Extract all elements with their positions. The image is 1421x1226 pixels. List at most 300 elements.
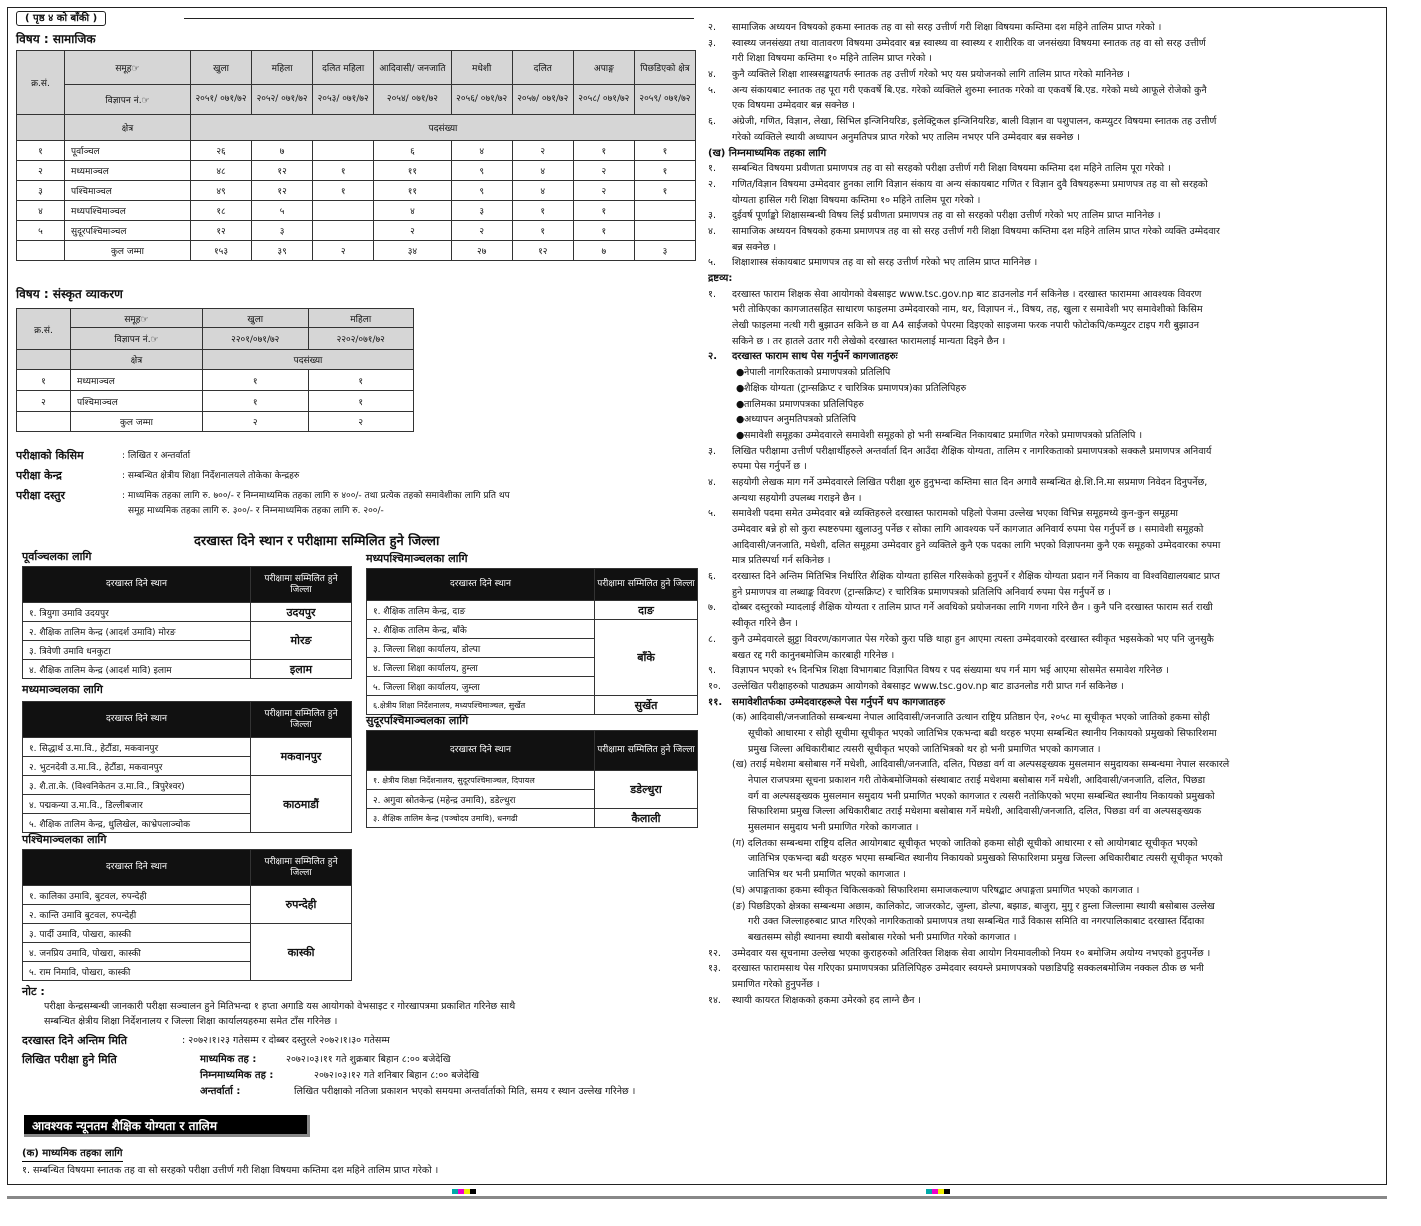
- item-number: ५.: [708, 257, 716, 269]
- blank-cell: [17, 412, 71, 432]
- note-line-1: परीक्षा केन्द्रसम्बन्धी जानकारी परीक्षा सञ्चालन हुने मितिभन्दा १ हप्ता अगाडि यस आयोगको वेभसाइट र गोरखापत्रमा प्रकाशित गरिनेछ साथै: [44, 1001, 516, 1012]
- bullet-item: [708, 397, 1384, 413]
- line-text: गरी शिक्षा विषयमा कम्तिमा १० महिने तालिम प्राप्त गरेको ।: [732, 53, 932, 65]
- line-text: अंग्रेजी, गणित, विज्ञान, लेखा, सिभिल इन्जिनियरिङ, इलेक्ट्रिकल इन्जिनियरिङ, बाली विज्ञान वा पशुपालन, कम्प्युटर विषयमा स्नातक तह उत्तीर्ण: [732, 116, 1217, 128]
- paragraph-line: [708, 36, 1384, 52]
- place-row: ३. शैक्षिक तालिम केन्द्र (पञ्चोदय उमावि), धनगढी: [367, 809, 595, 828]
- line-text: जातिभित्र थर भनी प्रमाणित भएको कागजात ।: [748, 869, 906, 881]
- total-cell: २: [203, 412, 309, 432]
- paragraph-line: [708, 553, 1384, 569]
- paragraph-line: [708, 632, 1384, 648]
- adv-cell: २०५२/ ०७१/७२: [252, 85, 313, 115]
- paragraph-line: [708, 585, 1384, 601]
- item-number: २.: [708, 351, 717, 363]
- line-text: सूचीको आधारमा र सोही सूचीमा सूचीकृत भएको जातिभित्र एकभन्दा बढी थरहरु भएमा सम्बन्धित स्थानीय निकायको प्रमुखको सिफारिशमा: [748, 727, 1217, 739]
- item-number: ६.: [708, 116, 716, 128]
- district-cell: बाँके: [595, 620, 698, 696]
- paragraph-line: [708, 193, 1384, 209]
- value-cell: १: [308, 391, 414, 412]
- madhyapashchim-places-table: [366, 568, 698, 715]
- item-number: १३.: [708, 963, 721, 975]
- group-header: समूह☞: [65, 51, 191, 85]
- lower-secondary-date: २०७२।०३।१२ गते शनिबार बिहान ८:०० बजेदेखि: [314, 1070, 479, 1081]
- line-text: अन्य संकायबाट स्नातक तह पूरा गरी एकवर्षे बि.एड. गरेको व्यक्तिले शुरुमा स्नातक गरेको वा एकवर्षे बि.एड. गरेको मध्ये आफूले रोजेको कुनै: [732, 84, 1207, 96]
- place-row: २. शैक्षिक तालिम केन्द्र, बाँके: [367, 620, 595, 639]
- line-text: बखतसम्म सोही स्थानमा स्थायी बसोबास गरेको भनी प्रमाणित गरेको कागजात ।: [748, 931, 1017, 943]
- group-cell: दलित: [512, 51, 573, 85]
- total-row: [17, 241, 696, 261]
- social-posts-table: [16, 50, 696, 261]
- group-cell: आदिवासी/ जनजाति: [374, 51, 451, 85]
- table-row: [17, 161, 696, 181]
- bullet-icon: ●: [736, 414, 745, 426]
- item-number: ११.: [708, 696, 723, 708]
- item-number: १०.: [708, 680, 721, 692]
- district-cell: उदयपुर: [251, 603, 352, 622]
- line-text: नेपाल राजपत्रमा सूचना प्रकाशन गरी तोकेबमोजिमको संस्थाबाट तराई मधेशमा बसोबास गर्ने मधेशी, आदिवासी/जनजाति, दलित, पिछडा: [748, 775, 1206, 786]
- line-text: गणित/विज्ञान विषयमा उम्मेदवार हुनका लागि विज्ञान संकाय वा अन्य संकायबाट गणित र विज्ञान दुवै विषयहरूमा प्रमाणपत्र तह वा सो सरहको: [732, 178, 1208, 190]
- line-text: दुईवर्ष पूर्णाङ्को शिक्षासम्बन्धी विषय लिई प्रवीणता प्रमाणपत्र तह वा सो सरहको परीक्षा उत्तीर्ण गरेको भए तालिम प्राप्त मानिनेछ ।: [732, 210, 1161, 222]
- district-cell: काठमाडौं: [251, 776, 352, 833]
- region-cell: पूर्वाञ्चल: [65, 141, 191, 161]
- value-cell: २: [573, 161, 634, 181]
- total-cell: २: [313, 241, 374, 261]
- paragraph-line: [708, 240, 1384, 256]
- total-cell: २७: [451, 241, 512, 261]
- value-cell: [634, 221, 695, 241]
- value-cell: १: [512, 201, 573, 221]
- line-text: तालिमका प्रमाणपत्रका प्रतिलिपिहरु: [744, 398, 864, 410]
- bullet-item: [708, 428, 1384, 444]
- bullet-item: [708, 381, 1384, 397]
- line-text: समावेशी समूहका उम्मेदवारले समावेशी समूहको हो भनी सम्बन्धित निकायबाट प्रमाणित गरेको प्रमाणपत्रको प्रतिलिपि ।: [744, 429, 1143, 441]
- place-row: ३. शै.ता.के. (विश्वनिकेतन उ.मा.वि., त्रिपुरेश्वर): [23, 776, 251, 795]
- paragraph-line: [708, 993, 1384, 1009]
- line-text: उम्मेदवार यस सूचनामा उल्लेख भएका कुराहरुको अतिरिक्त शिक्षक सेवा आयोग नियमावलीको नियम १० बमोजिम अयोग्य नभएको हुनुपर्नेछ ।: [732, 947, 1211, 959]
- region-title-pashchim: पश्चिमाञ्चलका लागि: [22, 833, 107, 846]
- line-text: सहयोगी लेखक माग गर्ने उम्मेदवारले लिखित परीक्षा शुरु हुनुभन्दा कम्तिमा सात दिन अगावै सम्बन्धित क्षे.शि.नि.मा सप्रमाण निवेदन दिनुपर्नेछ,: [732, 476, 1208, 488]
- paragraph-line: [708, 773, 1384, 789]
- sn-cell: २: [17, 161, 65, 181]
- value-cell: ११: [374, 181, 451, 201]
- value-cell: ७: [252, 141, 313, 161]
- item-number: २.: [708, 22, 716, 33]
- total-cell: ३९: [252, 241, 313, 261]
- district-cell: रुपन्देही: [251, 886, 352, 924]
- value-cell: १: [203, 391, 309, 412]
- table-row: [17, 181, 696, 201]
- note-label: नोट :: [22, 985, 45, 998]
- interview-label: अन्तर्वार्ता :: [200, 1086, 241, 1097]
- blank-cell: [17, 241, 65, 261]
- bullet-item: [708, 412, 1384, 428]
- line-text: सकिने छ । तर हातले उतार गरी लेखेको दरखास्त फारामलाई मान्यता दिइने छैन ।: [732, 335, 1006, 347]
- value-cell: १: [634, 181, 695, 201]
- line-text: एक विषयमा उम्मेदवार बन्न सक्नेछ ।: [732, 100, 855, 112]
- place-row: १. सिद्धार्थ उ.मा.वि., हेटौंडा, मकवानपुर: [23, 738, 251, 757]
- last-date-label: दरखास्त दिने अन्तिम मिति: [22, 1034, 128, 1047]
- sn-cell: ३: [17, 181, 65, 201]
- exam-fee-value-2: समूह माध्यमिक तहका लागि रु. ३००/- र निम्नमाध्यमिक तहका लागि रु. २००/-: [128, 506, 384, 516]
- region-title-sudur: सुदूरपश्चिमाञ्चलका लागि: [366, 714, 469, 727]
- sn-header: क्र.सं.: [17, 309, 71, 350]
- region-header: क्षेत्र: [65, 115, 191, 141]
- value-cell: ३: [252, 221, 313, 241]
- total-cell: २: [308, 412, 414, 432]
- qualification-heading: आवश्यक न्यूनतम शैक्षिक योग्यता र तालिम: [24, 1115, 310, 1137]
- line-text: (घ) अपाङ्गताका हकमा स्वीकृत चिकित्सकको सिफारिशमा समाजकल्याण परिषद्बाट अपाङ्गता प्रमाणित भएको कागजात ।: [732, 884, 1140, 896]
- line-text: सिफारिशमा प्रमुख जिल्ला अधिकारीबाट तराई मधेशमा बसोबास गर्ने मधेशी, आदिवासी/जनजाति, दलित, पिछडा वर्ग वा अल्पसङ्ख्यक: [748, 806, 1202, 818]
- line-text: उम्मेदवार बन्ने हो सो कुरा स्पष्टरुपमा खुलाउनु पर्नेछ र सोका लागि आवश्यक पर्ने कागजात अनिवार्य रुपमा पेस गर्नुपर्ने छ । समावेशी समूहको: [732, 524, 1204, 535]
- line-text: दरखास्त फाराम शिक्षक सेवा आयोगको वेबसाइट www.tsc.gov.np बाट डाउनलोड गर्न सकिनेछ । दरखास्त फाराममा आवश्यक विवरण: [732, 288, 1202, 300]
- table-row: [17, 201, 696, 221]
- line-text: दोब्बर दस्तुरको म्यादलाई शैक्षिक योग्यता र तालिम प्राप्त गर्ने अवधिको प्रयोजनका लागि गणना गरिने छैन । कुनै पनि दरखास्त फाराम सर्त राखी: [732, 602, 1213, 614]
- section-heading: [708, 695, 1384, 711]
- col-place: दरखास्त दिने स्थान: [23, 567, 251, 603]
- sn-header: क्र.सं.: [17, 51, 65, 115]
- posts-header: पदसंख्या: [203, 350, 414, 370]
- district-cell: मकवानपुर: [251, 738, 352, 776]
- line-text: लेखी फाइलमा नत्थी गरी बुझाउन सकिने छ वा A4 साईजको पेपरमा दिइएको साइजमा फरक नपारी फोटोकपि/कम्प्युटर टाइप गरी बुझाउन: [732, 320, 1200, 332]
- item-number: ३.: [708, 445, 716, 457]
- line-text: (ङ) पिछडिएको क्षेत्रका सम्बन्धमा अछाम, कालिकोट, जाजरकोट, जुम्ला, डोल्पा, बझाङ, बाजुरा, मुगु र हुम्ला जिल्लामा स्थायी बसोबास उल्लेख: [732, 900, 1215, 912]
- place-row: १. त्रियुगा उमावि उदयपुर: [23, 603, 251, 622]
- paragraph-line: [708, 287, 1384, 303]
- bullet-icon: ●: [736, 367, 745, 379]
- col-place: दरखास्त दिने स्थान: [367, 569, 595, 601]
- place-row: ४. पद्मकन्या उ.मा.वि., डिल्लीबजार: [23, 795, 251, 814]
- district-cell: कैलाली: [595, 809, 698, 828]
- paragraph-line: [708, 491, 1384, 507]
- line-text: समावेशीतर्फका उम्मेदवारहरूले पेस गर्नुपर्ने थप कागजातहरु: [732, 696, 946, 708]
- value-cell: २: [374, 221, 451, 241]
- line-text: द्रष्टव्य:: [708, 273, 733, 284]
- line-text: अन्यथा सहयोगी उपलब्ध गराइने छैन ।: [732, 492, 862, 504]
- place-row: २. कान्ति उमावि बुटवल, रुपन्देही: [23, 905, 251, 924]
- region-cell: मध्यमाञ्चल: [65, 161, 191, 181]
- page-continuation-tag: ( पृष्ठ ४ को बाँकी ): [16, 11, 106, 26]
- group-cell: पिछडिएको क्षेत्र: [634, 51, 695, 85]
- paragraph-line: [708, 867, 1384, 883]
- paragraph-line: [708, 83, 1384, 99]
- adv-cell: २०५९/ ०७१/७२: [634, 85, 695, 115]
- total-cell: ३: [634, 241, 695, 261]
- district-cell: कास्की: [251, 924, 352, 981]
- region-title-madhya: मध्यमाञ्चलका लागि: [22, 683, 103, 696]
- adv-header: विज्ञापन नं.☞: [71, 328, 203, 350]
- value-cell: १८: [191, 201, 252, 221]
- paragraph-line: [708, 757, 1384, 773]
- district-cell: दाङ: [595, 601, 698, 620]
- paragraph-line: [708, 726, 1384, 742]
- value-cell: १: [573, 221, 634, 241]
- sn-cell: १: [17, 141, 65, 161]
- line-text: दरखास्त फाराम साथ पेस गर्नुपर्ने कागजातहरुः: [732, 351, 898, 363]
- section-heading: [708, 146, 1384, 162]
- place-row: २. अगुवा स्रोतकेन्द्र (महेन्द्र उमावि), डडेल्धुरा: [367, 790, 595, 809]
- line-text: शिक्षाशास्त्र संकायबाट प्रमाणपत्र तह वा सो सरह उत्तीर्ण गरेको भए तालिम प्राप्त मानिनेछ ।: [732, 257, 1038, 269]
- paragraph-line: [708, 161, 1384, 177]
- value-cell: [313, 201, 374, 221]
- line-text: सम्बन्धित विषयमा प्रवीणता प्रमाणपत्र तह वा सो सरहको परीक्षा उत्तीर्ण गरी शिक्षा विषयमा कम्तिमा दश महिने तालिम पूरा गरेको ।: [732, 163, 1171, 175]
- item-number: ८.: [708, 633, 716, 645]
- value-cell: १२: [252, 181, 313, 201]
- places-heading: दरखास्त दिने स्थान र परीक्षामा सम्मिलित हुने जिल्ला: [194, 534, 440, 549]
- paragraph-line: [708, 946, 1384, 962]
- sn-cell: ४: [17, 201, 65, 221]
- line-text: मुसलमान समुदाय भनी प्रमाणित गरेको कागजात ।: [748, 822, 919, 834]
- line-text: सामाजिक अध्ययन विषयको हकमा स्नातक तह वा सो सरह उत्तीर्ण गरी शिक्षा विषयमा कम्तिमा दश महिने तालिम प्राप्त गरेको ।: [732, 22, 1162, 33]
- line-text: कुनै व्यक्तिले शिक्षा शास्त्रसङ्कायतर्फ स्नातक तह उत्तीर्ण गरेको भए यस प्रयोजनको लागि तालिम प्राप्त गरेको मानिनेछ ।: [732, 69, 1130, 81]
- paragraph-line: [708, 538, 1384, 554]
- item-number: ३.: [708, 37, 716, 49]
- place-row: २. शैक्षिक तालिम केन्द्र (आदर्श उमावि) मोरङ: [23, 622, 251, 641]
- adv-cell: २०५१/ ०७१/७२: [191, 85, 252, 115]
- paragraph-line: [708, 804, 1384, 820]
- value-cell: १: [573, 141, 634, 161]
- line-text: दरखास्त दिने अन्तिम मितिभित्र निर्धारित शैक्षिक योग्यता हासिल गरिसकेको हुनुपर्ने र शैक्षिक योग्यता प्रदान गर्ने निकाय वा विश्वविद्यालयबाट प्राप्त: [732, 571, 1220, 583]
- paragraph-line: [708, 522, 1384, 538]
- paragraph-line: [708, 742, 1384, 758]
- paragraph-line: [708, 67, 1384, 83]
- region-cell: सुदूरपश्चिमाञ्चल: [65, 221, 191, 241]
- sanskrit-posts-table: [16, 308, 414, 432]
- line-text: उल्लेखित परीक्षाहरुको पाठ्यक्रम आयोगको वेबसाइट www.tsc.gov.np बाट डाउनलोड गरी प्राप्त गर्न सकिनेछ ।: [732, 680, 1124, 692]
- value-cell: १: [573, 201, 634, 221]
- value-cell: २: [573, 181, 634, 201]
- line-text: प्रमुख जिल्ला अधिकारीबाट त्यसरी सूचीकृत भएको जातिभित्रको थर हो भनी प्रमाणित भएको कागजात ।: [748, 743, 1101, 755]
- region-cell: मध्यपश्चिमाञ्चल: [65, 201, 191, 221]
- adv-cell: २०५८/ ०७१/७२: [573, 85, 634, 115]
- adv-header: विज्ञापन नं.☞: [65, 85, 191, 115]
- left-column: [14, 8, 700, 1184]
- table-row: [17, 391, 414, 412]
- region-header: क्षेत्र: [71, 350, 203, 370]
- paragraph-line: [708, 789, 1384, 805]
- line-text: (क) आदिवासी/जनजातिको सम्बन्धमा नेपाल आदिवासी/जनजाति उत्थान राष्ट्रिय प्रतिष्ठान ऐन, २०५८ मा सूचीकृत भएको जातिको हकमा सोही: [732, 712, 1210, 724]
- value-cell: ४: [374, 201, 451, 221]
- line-text: मात्र प्रतिस्पर्धा गर्न सकिनेछ ।: [732, 555, 831, 567]
- footer-rule: [7, 1196, 1387, 1199]
- posts-header: पदसंख्या: [191, 115, 696, 141]
- place-row: २. भुटनदेवी उ.मा.वि., हेटौंडा, मकवानपुर: [23, 757, 251, 776]
- place-row: ३. त्रिवेणी उमावि धनकुटा: [23, 641, 251, 660]
- sn-cell: १: [17, 370, 71, 391]
- secondary-level-date: २०७२।०३।११ गते शुक्रबार बिहान ८:०० बजेदेखि: [286, 1054, 451, 1065]
- adv-cell: २०५४/ ०७१/७२: [374, 85, 451, 115]
- value-cell: [313, 221, 374, 241]
- paragraph-line: [708, 648, 1384, 664]
- paragraph-line: [708, 836, 1384, 852]
- line-text: स्थायी कायरत शिक्षकको हकमा उमेरको हद लाग्ने छैन ।: [732, 994, 921, 1006]
- paragraph-line: [708, 679, 1384, 695]
- item-number: ५.: [708, 84, 716, 96]
- value-cell: १२: [191, 221, 252, 241]
- value-cell: २: [451, 221, 512, 241]
- group-cell: दलित महिला: [313, 51, 374, 85]
- place-row: ४. जनप्रिय उमावि, पोखरा, कास्की: [23, 943, 251, 962]
- total-cell: ७: [573, 241, 634, 261]
- subject-sanskrit-title: विषय : संस्कृत व्याकरण: [16, 287, 123, 301]
- madhya-places-table: [22, 701, 352, 833]
- paragraph-line: [708, 914, 1384, 930]
- place-row: ३. पार्दी उमावि, पोखरा, कास्की: [23, 924, 251, 943]
- district-cell: सुर्खेत: [595, 696, 698, 715]
- total-label: कुल जम्मा: [71, 412, 203, 432]
- value-cell: ४: [451, 141, 512, 161]
- item-number: ३.: [708, 210, 716, 222]
- line-text: समावेशी पदमा समेत उम्मेदवार बन्ने व्यक्तिहरुले दरखास्त फारामको पहिलो पेजमा उल्लेख भएका विभिन्न समूहमध्ये कुन-कुन समूहमा: [732, 508, 1178, 520]
- paragraph-line: [708, 851, 1384, 867]
- col-district: परीक्षामा सम्मिलित हुने जिल्ला: [595, 569, 698, 601]
- place-row: ४. शैक्षिक तालिम केन्द्र (आदर्श मावि) इलाम: [23, 660, 251, 679]
- subject-social-title: विषय : सामाजिक: [16, 32, 96, 46]
- exam-type-value: : लिखित र अन्तर्वार्ता: [122, 451, 191, 461]
- line-text: (ख) तराई मधेशमा बसोबास गर्ने मधेशी, आदिवासी/जनजाति, दलित, पिछडा वर्ग वा अल्पसङ्ख्यक मुसलमान समुदायका सम्बन्धमा नेपाल सरकारले: [732, 759, 1230, 771]
- col-place: दरखास्त दिने स्थान: [23, 850, 251, 886]
- interview-value: लिखित परीक्षाको नतिजा प्रकाशन भएको समयमा अन्तर्वार्ताको मिति, समय र स्थान उल्लेख गरिनेछ ।: [294, 1086, 636, 1097]
- group-cell: खुला: [191, 51, 252, 85]
- paragraph-line: [708, 506, 1384, 522]
- value-cell: ४: [512, 161, 573, 181]
- value-cell: ४८: [191, 161, 252, 181]
- item-number: ५.: [708, 508, 716, 520]
- line-text: वर्ग वा अल्पसङ्ख्यक मुसलमान समुदाय भनी प्रमाणित भएको कागजात र त्यसरी नतोकिएको भएमा सम्बन्धित स्थानीय निकायको प्रमुखको: [748, 790, 1215, 802]
- divider: [184, 18, 694, 19]
- line-text: रुपमा पेस गर्नुपर्ने छ ।: [732, 461, 807, 473]
- line-text: हुने प्रमाणपत्र वा लब्धाङ्क विवरण (ट्रान्सक्रिप्ट) र चारित्रिक प्रमाणपत्रको प्रतिलिपि अनिवार्य रुपमा पेस गर्नुपर्ने छ ।: [732, 586, 1111, 598]
- value-cell: [634, 201, 695, 221]
- place-row: १. कालिका उमावि, बुटवल, रुपन्देही: [23, 886, 251, 905]
- lower-secondary-label: निम्नमाध्यमिक तह :: [200, 1070, 274, 1081]
- adv-cell: २२०१/०७१/७२: [203, 328, 309, 350]
- notice-page: [7, 7, 1387, 1185]
- line-text: विज्ञापन भएको १५ दिनभित्र शिक्षा विभागबाट विज्ञापित विषय र पद संख्यामा थप गर्न माग भई आएमा सोसमेत समावेश गरिनेछ ।: [732, 665, 1169, 677]
- line-text: योग्यता हासिल गरी शिक्षा विषयमा कम्तिमा १० महिने तालिम पूरा गरेको ।: [732, 194, 981, 206]
- line-text: शैक्षिक योग्यता (ट्रान्सक्रिप्ट र चारित्रिक प्रमाणपत्र)का प्रतिलिपिहरु: [744, 382, 967, 394]
- last-date-value: : २०७२।१।२३ गतेसम्म र दोब्बर दस्तुरले २०७२।१।३० गतेसम्म: [182, 1035, 390, 1046]
- item-number: १४.: [708, 994, 721, 1006]
- paragraph-line: [708, 663, 1384, 679]
- paragraph-line: [708, 130, 1384, 146]
- value-cell: ११: [374, 161, 451, 181]
- item-number: १.: [708, 163, 716, 175]
- district-cell: डडेल्धुरा: [595, 771, 698, 809]
- value-cell: १२: [252, 161, 313, 181]
- paragraph-line: [708, 208, 1384, 224]
- blank-cell: [17, 115, 65, 141]
- value-cell: ३: [451, 201, 512, 221]
- total-cell: १२: [512, 241, 573, 261]
- paragraph-line: [708, 459, 1384, 475]
- value-cell: ९: [451, 181, 512, 201]
- value-cell: १: [203, 370, 309, 391]
- total-cell: ३४: [374, 241, 451, 261]
- paragraph-line: [708, 177, 1384, 193]
- paragraph-line: [708, 977, 1384, 993]
- value-cell: १: [634, 141, 695, 161]
- group-header: समूह☞: [71, 309, 203, 328]
- paragraph-line: [708, 114, 1384, 130]
- line-text: सामाजिक अध्ययन विषयको हकमा प्रमाणपत्र तह वा सो सरह उत्तीर्ण गरी शिक्षा विषयमा कम्तिमा दश महिने तालिम प्राप्त गरेको व्यक्ति उम्मेदवार: [732, 225, 1220, 237]
- group-cell: अपाङ्ग: [573, 51, 634, 85]
- line-text: कुनै उम्मेदवारले झुट्टा विवरण/कागजात पेस गरेको कुरा पछि थाहा हुन आएमा त्यस्ता उम्मेदवारको दरखास्त स्वीकृत भइसकेको भए पनि जुनसुकै: [732, 633, 1214, 645]
- line-text: भरी तोकिएका कागजातसहित साधारण फाइलमा उम्मेदवारको नाम, थर, विज्ञापन नं., विषय, तह, खुला र समावेशी भए समावेशीको किसिम: [732, 304, 1203, 316]
- line-text: जातिभित्र एकभन्दा बढी थरहरु भएमा सम्बन्धित स्थानीय निकायको प्रमुखको सिफारिशमा प्रमुख जिल्ला अधिकारीबाट त्यसरी सूचीकृत भएको: [748, 853, 1223, 865]
- total-cell: १५३: [191, 241, 252, 261]
- section-heading: [708, 349, 1384, 365]
- district-cell: मोरङ: [251, 622, 352, 660]
- col-place: दरखास्त दिने स्थान: [367, 731, 595, 771]
- col-district: परीक्षामा सम्मिलित हुने जिल्ला: [251, 850, 352, 886]
- paragraph-line: [708, 302, 1384, 318]
- item-number: ४.: [708, 225, 716, 237]
- region-title-purwa: पूर्वाञ्चलका लागि: [22, 550, 92, 563]
- line-text: आदिवासी/जनजाति, मधेशी, दलित समूहमा उम्मेदवार हुने व्यक्तिले कुनै एक पदका लागि भएको विज्ञापनमा कुनै एक समूहको उम्मेदवारका रुपमा: [732, 539, 1221, 551]
- value-cell: २६: [191, 141, 252, 161]
- table-row: [17, 221, 696, 241]
- exam-type-label: परीक्षाको किसिम: [16, 449, 84, 462]
- line-text: गरी उक्त जिल्लाहरुबाट प्राप्त गरिएको नागरिकताको प्रमाणपत्र तथा सम्बन्धित गाउँ विकास समिति वा नगरपालिकाबाट दरखास्त दिँदाका: [748, 916, 1205, 928]
- item-number: १.: [708, 288, 716, 300]
- pashchim-places-table: [22, 849, 352, 981]
- color-registration-mark: [452, 1189, 476, 1196]
- line-text: बन्न सक्नेछ ।: [732, 241, 777, 253]
- paragraph-line: [708, 318, 1384, 334]
- paragraph-line: [708, 899, 1384, 915]
- value-cell: ९: [451, 161, 512, 181]
- bullet-icon: ●: [736, 429, 745, 441]
- line-text: (ग) दलितका सम्बन्धमा राष्ट्रिय दलित आयोगबाट सूचीकृत भएको जातिको हकमा सोही सूचीको आधारमा र सो आयोगबाट सूचीकृत भएको: [732, 837, 1198, 849]
- paragraph-line: [708, 961, 1384, 977]
- item-number: ४.: [708, 476, 716, 488]
- note-line-2: सम्बन्धित क्षेत्रीय शिक्षा निर्देशनालय र जिल्ला शिक्षा कार्यालयहरुमा समेत टाँस गरिनेछ ।: [44, 1016, 338, 1027]
- line-text: लिखित परीक्षामा उत्तीर्ण परीक्षार्थीहरुले अन्तर्वार्ता दिन आउँदा शैक्षिक योग्यता, तालिम र नागरिकताको प्रमाणपत्रको सक्कलै प्रमाणपत्र अनिवार्य: [732, 445, 1212, 457]
- blank-cell: [17, 350, 71, 370]
- adv-cell: २०५३/ ०७१/७२: [313, 85, 374, 115]
- col-place: दरखास्त दिने स्थान: [23, 702, 251, 738]
- line-text: (ख) निम्नमाध्यमिक तहका लागि: [708, 147, 827, 159]
- paragraph-line: [708, 255, 1384, 271]
- value-cell: ४९: [191, 181, 252, 201]
- secondary-level-label: माध्यमिक तह :: [200, 1054, 257, 1065]
- region-cell: पश्चिमाञ्चल: [65, 181, 191, 201]
- line-text: अध्यापन अनुमतिपत्रको प्रतिलिपि: [744, 414, 857, 426]
- total-row: [17, 412, 414, 432]
- item-number: ७.: [708, 602, 716, 614]
- item-number: १२.: [708, 947, 721, 959]
- item-number: ९.: [708, 665, 716, 677]
- place-row: ५. राम निमावि, पोखरा, कास्की: [23, 962, 251, 981]
- line-text: स्वीकृत गरिने छैन ।: [732, 618, 798, 630]
- color-registration-mark: [926, 1189, 950, 1196]
- col-district: परीक्षामा सम्मिलित हुने जिल्ला: [251, 702, 352, 738]
- exam-fee-value: : माध्यमिक तहका लागि रु. ७००/- र निम्नमाध्यमिक तहका लागि रु ४००/- तथा प्रत्येक तहको समावेशीका लागि प्रति थप: [122, 491, 510, 501]
- paragraph-line: [708, 600, 1384, 616]
- sudur-places-table: [366, 730, 698, 828]
- value-cell: ६: [374, 141, 451, 161]
- item-number: ६.: [708, 571, 716, 583]
- exam-center-value: : सम्बन्धित क्षेत्रीय शिक्षा निर्देशनालयले तोकेका केन्द्रहरु: [122, 471, 300, 481]
- value-cell: १: [634, 161, 695, 181]
- item-number: २.: [708, 178, 716, 190]
- value-cell: १: [313, 181, 374, 201]
- place-row: ५. शैक्षिक तालिम केन्द्र, धुलिखेल, काभ्रेपलाञ्चोक: [23, 814, 251, 833]
- value-cell: १: [512, 221, 573, 241]
- section-heading: [708, 271, 1384, 287]
- exam-fee-label: परीक्षा दस्तुर: [16, 489, 66, 502]
- qualification-item: १. सम्बन्धित विषयमा स्नातक तह वा सो सरहको परीक्षा उत्तीर्ण गरी शिक्षा विषयमा कम्तिमा दश महिने तालिम प्राप्त गरेको ।: [22, 1165, 439, 1176]
